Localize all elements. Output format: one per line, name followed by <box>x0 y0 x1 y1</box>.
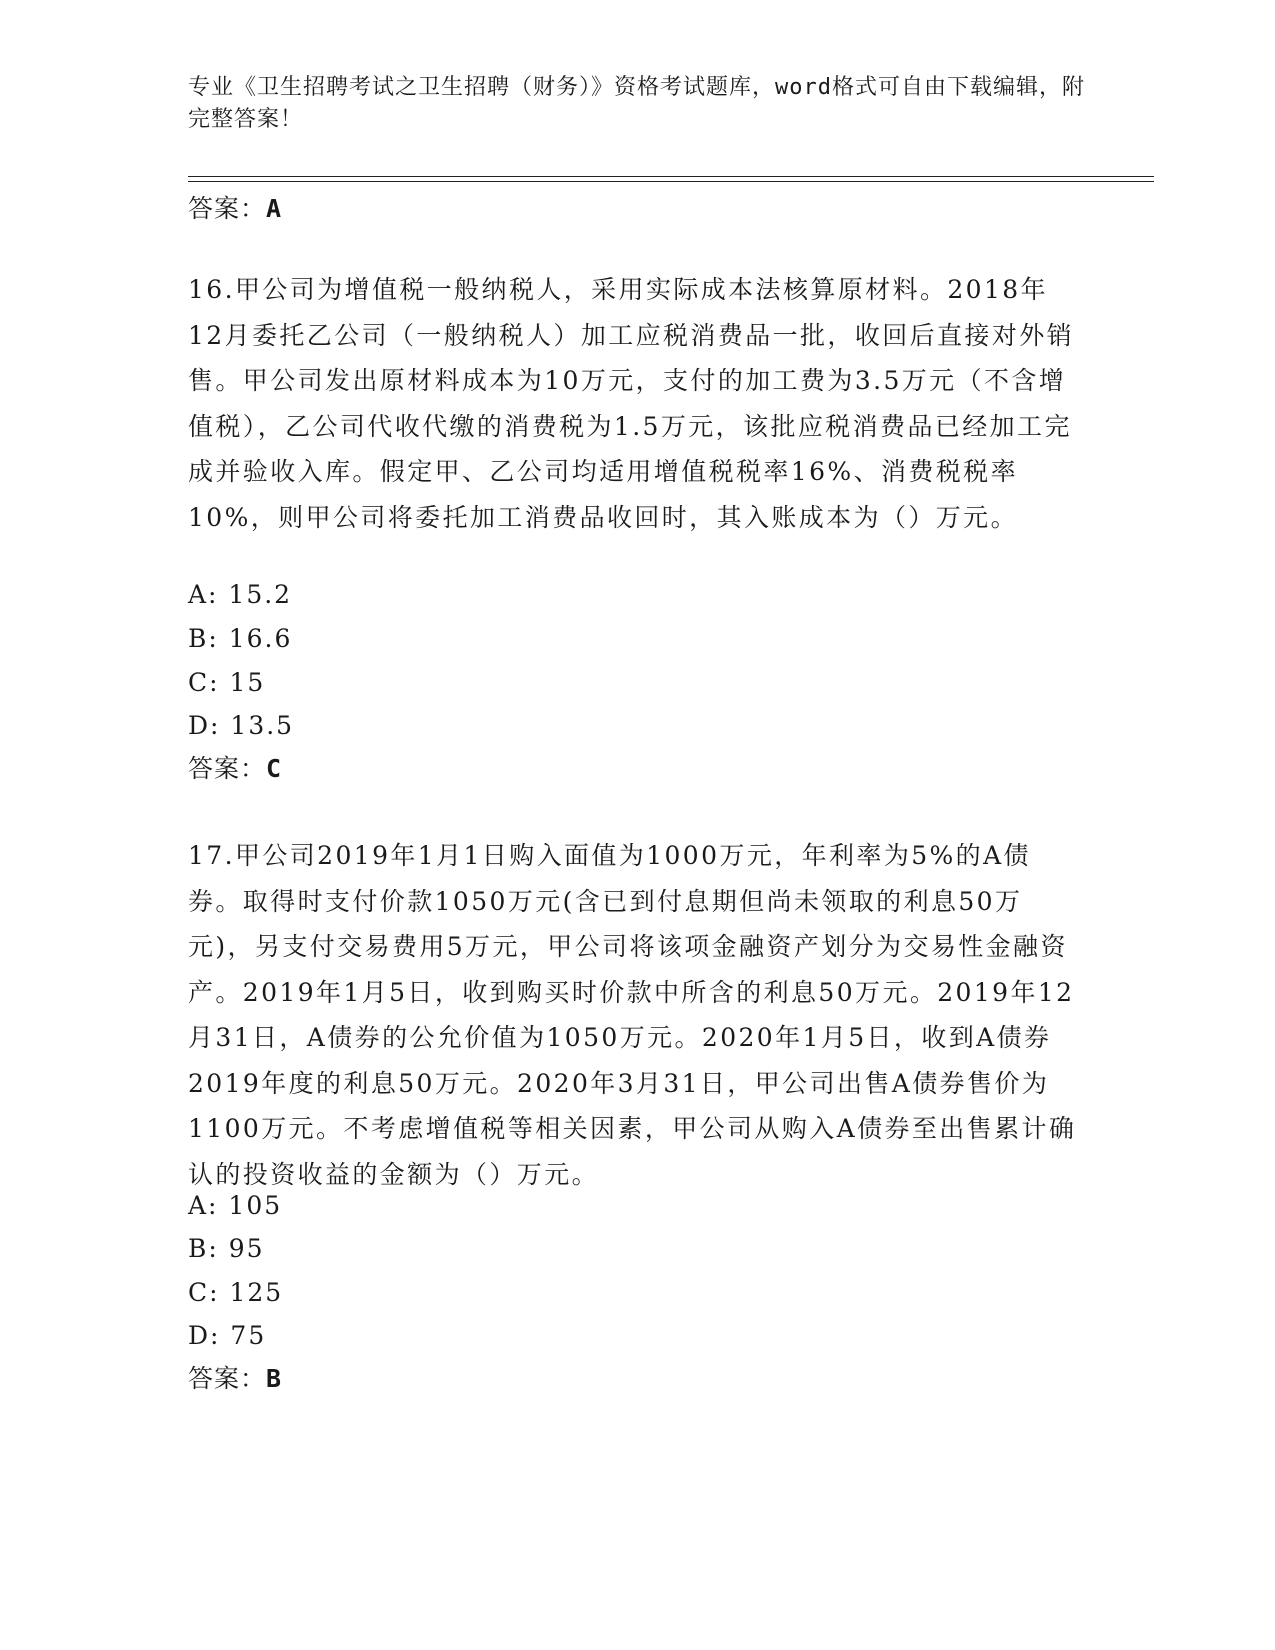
answer-label: 答案： <box>188 194 267 223</box>
answer-value: C <box>266 754 283 783</box>
question-17-option-c: C: 125 <box>188 1278 284 1307</box>
question-16-option-a: A: 15.2 <box>188 580 293 609</box>
question-17-option-b: B: 95 <box>188 1234 265 1263</box>
answer-value: B <box>266 1364 283 1393</box>
question-17-text: 17.甲公司2019年1月1日购入面值为1000万元，年利率为5%的A债券。取得时支付价款1050万元(含已到付息期但尚未领取的利息50万元)，另支付交易费用5万元，甲公司将该项金融资产划分为交易性金融资产。2019年1月5日，收到购买时价款中所含的利息50万元。2019年12月31日，A债券的公允价值为1050万元。2020年1月5日，收到A债券2019年度的利息50万元。2020年3月31日，甲公司出售A债券售价为1100万元。不考虑增值税等相关因素，甲公司从购入A债券至出售累计确认的投资收益的金额为（）万元。 <box>188 841 1077 1189</box>
question-16-text: 16.甲公司为增值税一般纳税人，采用实际成本法核算原材料。2018年12月委托乙公司（一般纳税人）加工应税消费品一批，收回后直接对外销售。甲公司发出原材料成本为10万元，支付的加工费为3.5万元（不含增值税），乙公司代收代缴的消费税为1.5万元，该批应税消费品已经加工完成并验收入库。假定甲、乙公司均适用增值税税率16%、消费税税率10%，则甲公司将委托加工消费品收回时，其入账成本为（）万元。 <box>188 275 1075 532</box>
question-17-answer <box>188 1362 282 1396</box>
header-divider-bottom <box>188 181 1154 182</box>
answer-value: A <box>266 194 283 223</box>
question-16-option-b: B: 16.6 <box>188 624 293 653</box>
header-divider-top <box>188 176 1154 177</box>
answer-label: 答案： <box>188 1364 267 1393</box>
question-16-answer <box>188 752 282 786</box>
previous-answer <box>188 192 282 226</box>
question-17-option-a: A: 105 <box>188 1191 283 1220</box>
question-16-option-c: C: 15 <box>188 668 266 697</box>
question-16-option-d: D: 13.5 <box>188 711 295 740</box>
question-17-option-d: D: 75 <box>188 1321 267 1350</box>
answer-label: 答案： <box>188 754 267 783</box>
page-header-text: 专业《卫生招聘考试之卫生招聘（财务）》资格考试题库，word格式可自由下载编辑，附完整答案！ <box>188 75 1085 132</box>
